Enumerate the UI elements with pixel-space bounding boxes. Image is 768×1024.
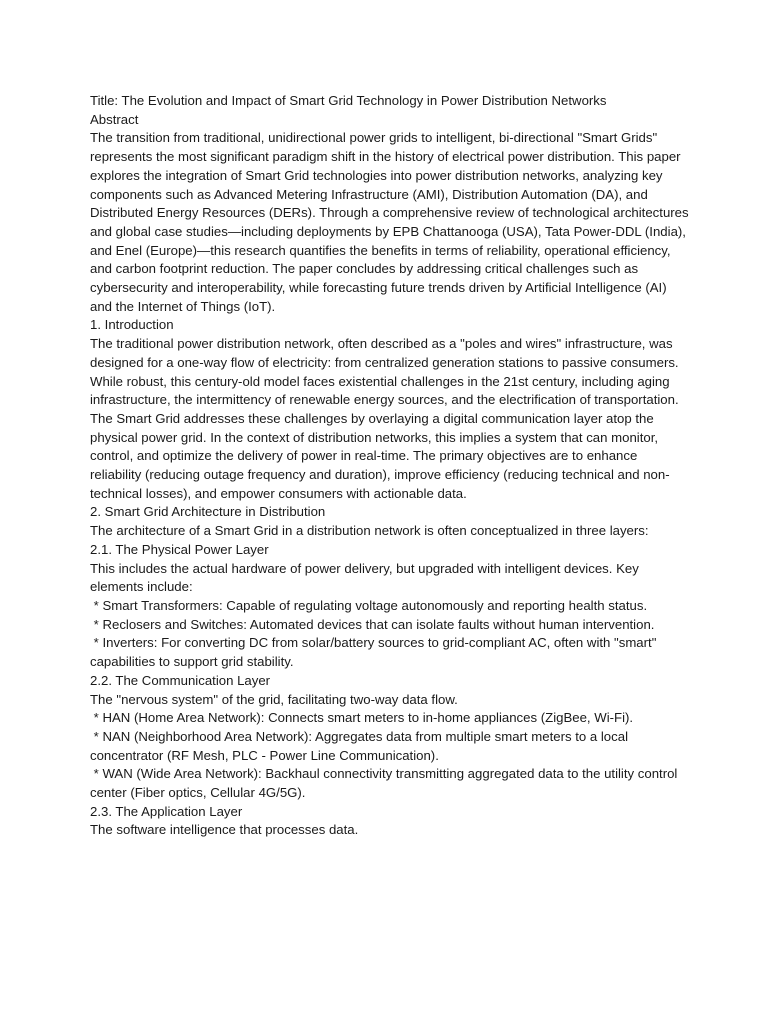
paper-title: Title: The Evolution and Impact of Smart Grid Technology in Power Distribution Networks <box>90 93 607 108</box>
list-item-han: * HAN (Home Area Network): Connects smart meters to in-home appliances (ZigBee, Wi-Fi). <box>90 710 634 726</box>
introduction-paragraph-1: The traditional power distribution network, often described as a "poles and wires" infrastructure, was designed for a one-way flow of electricity: from centralized generation stations to passive consumers. While robust, this century-old model faces existential challenges in the 21st century, including aging infrastructure, the intermittency of renewable energy sources, and the electrification of transportation. <box>90 336 679 408</box>
list-item-reclosers-switches: * Reclosers and Switches: Automated devices that can isolate faults without human intervention. <box>90 616 655 632</box>
abstract-paragraph: The transition from traditional, unidirectional power grids to intelligent, bi-directional "Smart Grids" represents the most significant paradigm shift in the history of electrical power distribution. This paper explores the integration of Smart Grid technologies into power distribution networks, analyzing key components such as Advanced Metering Infrastructure (AMI), Distribution Automation (DA), and Distributed Energy Resources (DERs). Through a comprehensive review of technological architectures and global case studies—including deployments by EPB Chattanooga (USA), Tata Power-DDL (India), and Enel (Europe)—this research quantifies the benefits in terms of reliability, operational efficiency, and carbon footprint reduction. The paper concludes by addressing critical challenges such as cybersecurity and interoperability, while forecasting future trends driven by Artificial Intelligence (AI) and the Internet of Things (IoT). <box>90 130 689 314</box>
architecture-paragraph: The architecture of a Smart Grid in a distribution network is often conceptualized in three layers: <box>90 523 649 539</box>
subsection-heading-physical-layer: 2.1. The Physical Power Layer <box>90 541 269 557</box>
section-heading-architecture: 2. Smart Grid Architecture in Distribution <box>90 504 326 520</box>
list-item-wan: * WAN (Wide Area Network): Backhaul connectivity transmitting aggregated data to the utility control center (Fiber optics, Cellular 4G/5G). <box>90 766 682 801</box>
list-item-nan: * NAN (Neighborhood Area Network): Aggregates data from multiple smart meters to a local concentrator (RF Mesh, PLC - Power Line Communication). <box>90 728 632 763</box>
introduction-paragraph-2: The Smart Grid addresses these challenges by overlaying a digital communication layer atop the physical power grid. In the context of distribution networks, this implies a system that can monitor, control, and optimize the delivery of power in real-time. The primary objectives are to enhance reliability (reducing outage frequency and duration), improve efficiency (reducing technical and non-technical losses), and empower consumers with actionable data. <box>90 410 670 501</box>
abstract-heading: Abstract <box>90 111 139 127</box>
communication-layer-paragraph: The "nervous system" of the grid, facilitating two-way data flow. <box>90 691 458 707</box>
list-item-inverters: * Inverters: For converting DC from solar/battery sources to grid-compliant AC, often with "smart" capabilities to support grid stability. <box>90 635 661 670</box>
list-item-smart-transformers: * Smart Transformers: Capable of regulating voltage autonomously and reporting health status. <box>90 597 648 613</box>
subsection-heading-communication-layer: 2.2. The Communication Layer <box>90 672 271 688</box>
section-heading-introduction: 1. Introduction <box>90 317 174 333</box>
application-layer-paragraph: The software intelligence that processes data. <box>90 822 359 838</box>
document-page <box>90 92 690 840</box>
subsection-heading-application-layer: 2.3. The Application Layer <box>90 803 243 819</box>
physical-layer-paragraph: This includes the actual hardware of power delivery, but upgraded with intelligent devices. Key elements include: <box>90 560 639 595</box>
